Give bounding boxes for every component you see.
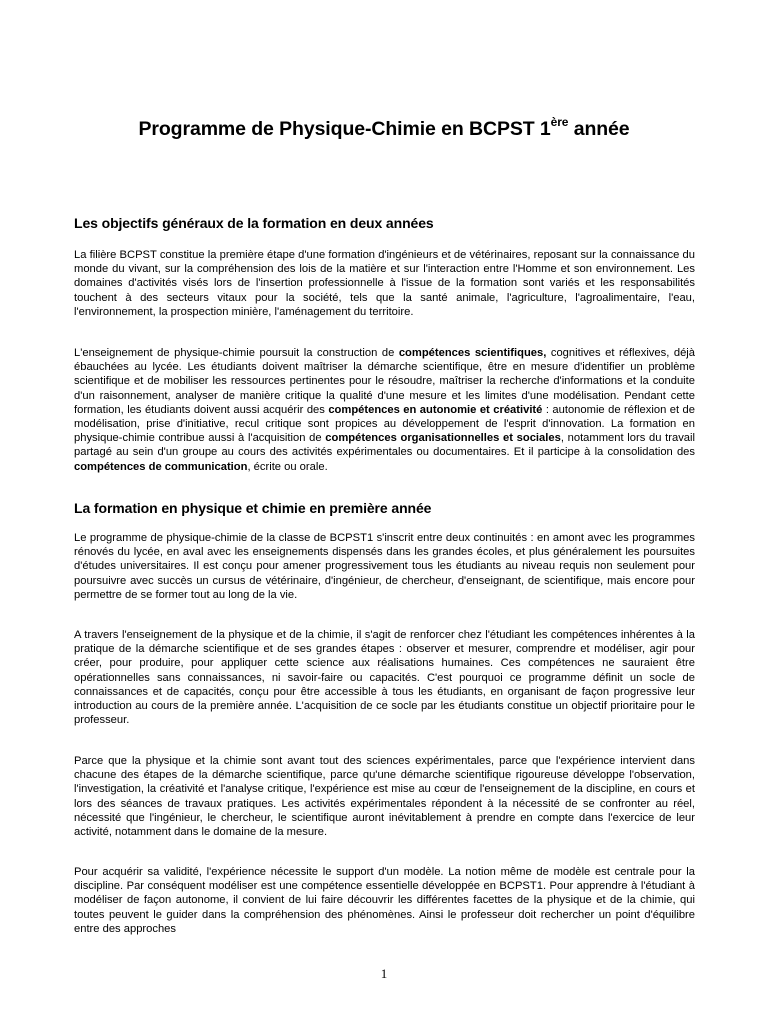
title-end: année [568, 118, 630, 140]
bold-competences-autonomie: compétences en autonomie et créativité [328, 403, 543, 416]
bold-competences-scientifiques: compétences scientifiques, [398, 347, 547, 359]
paragraph-programme: Le programme de physique-chimie de la classe de BCPST1 s'inscrit entre deux continuités : en amont avec les programmes rénovés du lycée, en aval avec les enseignements dispensés dans les grandes écoles, et plus généralement les poursuites d'études universitaires. Il est conçu pour amener progressivement tous les étudiants au niveau requis non seulement pour poursuivre avec succès un cursus de vétérinaire, d'ingénieur, de chercheur, d'enseignant, de scientifique, mais encore pour permettre de se former tout au long de la vie. [74, 532, 695, 601]
paragraph-modele: Pour acquérir sa validité, l'expérience nécessite le support d'un modèle. La notion même de modèle est centrale pour la discipline. Par conséquent modéliser est une compétence essentielle développée en BCPST1. Pour apprendre à l'étudiant à modéliser de façon autonome, il convient de lui faire découvrir les différentes facettes de la physique et de la chimie, qui toutes peuvent le guider dans la compréhension des phénomènes. Ainsi le professeur doit rechercher un point d'équilibre entre des approches [74, 866, 695, 935]
paragraph-enseignement: L'enseignement de physique-chimie poursuit la construction de compétences scientifiques, cognitives et réflexives, déjà ébauchées au lycée. Les étudiants doivent maîtriser la démarche scientifique, être en mesure d'identifier un problème scientifique et de mobiliser les ressources pertinentes pour le résoudre, maîtriser la recherche d'informations et la conduite d'un raisonnement, analyser de manière critique la qualité d'une mesure et les limites d'une modélisation. Pendant cette formation, les étudiants doivent aussi acquérir des compétences en autonomie et créativité : autonomie de réflexion et de modélisation, prise d'initiative, recul critique sont propices au développement de l'esprit d'innovation. La formation en physique-chimie contribue aussi à l'acquisition de compétences organisationnelles et sociales, notamment lors du travail partagé au sein d'un groupe au cours des activités expérimentales ou documentaires. Et il participe à la consolidation des compétences de communication, écrite ou orale. [74, 347, 695, 473]
paragraph-enseignement-physique: A travers l'enseignement de la physique et de la chimie, il s'agit de renforcer chez l'étudiant les compétences inhérentes à la pratique de la démarche scientifique et de ses grandes étapes : observer et mesurer, comprendre et modéliser, agir pour créer, pour produire, pour appliquer cette science aux réalisations humaines. Ces compétences ne sauraient être opérationnelles sans connaissances, ni savoir-faire ou capacités. C'est pourquoi ce programme définit un socle de connaissances et de capacités, conçu pour être accessible à tous les étudiants, en organisant de façon progressive leur introduction au cours de la première année. L'acquisition de ce socle par les étudiants constitue un objectif prioritaire pour le professeur. [74, 629, 695, 727]
page-number: 1 [380, 966, 388, 981]
title-main: Programme de Physique-Chimie en BCPST 1 [138, 118, 551, 140]
bold-competences-communication: compétences de communication [74, 460, 248, 473]
section-heading-objectifs: Les objectifs généraux de la formation en deux années [74, 215, 434, 231]
page-title [0, 115, 768, 141]
title-superscript: ère [550, 115, 569, 129]
paragraph-filiere: La filière BCPST constitue la première étape d'une formation d'ingénieurs et de vétérinaires, reposant sur la connaissance du monde du vivant, sur la compréhension des lois de la matière et sur l'interaction entre l'Homme et son environnement. Les domaines d'activités visés lors de l'insertion professionnelle à l'issue de la formation sont variés et les responsabilités touchent à des secteurs vitaux pour la société, tels que la santé animale, l'agriculture, l'agroalimentaire, l'eau, l'environnement, la prospection minière, l'aménagement du territoire. [74, 249, 695, 318]
paragraph-experimentales: Parce que la physique et la chimie sont avant tout des sciences expérimentales, parce que l'expérience intervient dans chacune des étapes de la démarche scientifique, parce qu'une démarche scientifique rigoureuse développe l'observation, l'investigation, la créativité et l'analyse critique, l'expérience est mise au cœur de l'enseignement de la discipline, en cours et lors des séances de travaux pratiques. Les activités expérimentales répondent à la nécessité de se confronter au réel, nécessité que l'ingénieur, le chercheur, le scientifique auront inévitablement à prendre en compte dans l'exercice de leur activité, notamment dans le domaine de la mesure. [74, 755, 695, 839]
bold-competences-organisationnelles: compétences organisationnelles et sociales [325, 432, 561, 445]
section-heading-formation: La formation en physique et chimie en première année [74, 500, 432, 516]
